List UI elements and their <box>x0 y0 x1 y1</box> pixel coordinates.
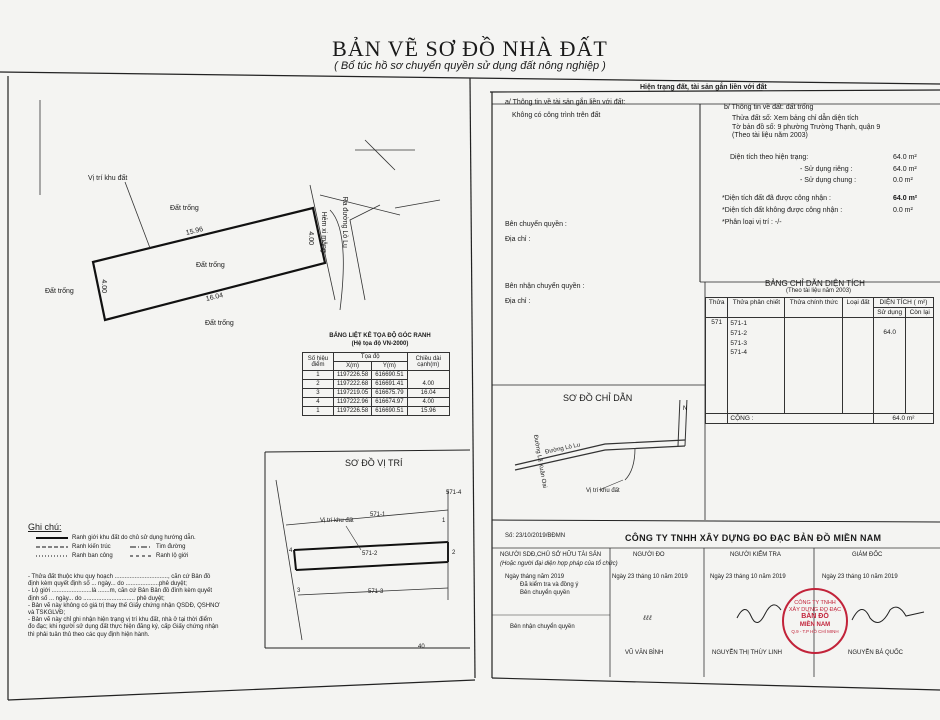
owner-title: NGƯỜI SDĐ,CHỦ SỞ HỮU TÀI SẢN <box>500 552 602 558</box>
owner-note: (Hoặc người đại diện hợp pháp của tổ chức) <box>500 561 618 567</box>
area-value: 64.0 m² <box>893 154 917 161</box>
corner-1: 1 <box>442 518 446 524</box>
unrecognized-value: 0.0 m² <box>893 207 913 214</box>
drafter-name: VŨ VĂN BÌNH <box>625 650 664 656</box>
land-plot-map <box>20 100 470 360</box>
lot-number: Thửa đất số: Xem bảng chỉ dẫn diện tích <box>732 115 859 123</box>
company-name: CÔNG TY TNHH XÂY DỰNG ĐO ĐẠC BẢN ĐỒ MIỀN NAM <box>625 533 882 543</box>
position-loc-label: Vị trí khu đất <box>320 518 354 524</box>
receiver-address: Địa chỉ : <box>505 298 531 305</box>
map-sheet: Tờ bản đồ số: 9 phường Trường Thạnh, quận 9 <box>732 123 881 131</box>
director-name: NGUYỄN BÁ QUỐC <box>848 650 904 656</box>
company-stamp: CÔNG TY TNHH XÂY DỰNG ĐO ĐẠC BẢN ĐỒ MIỀN NAM Q.9 - T.P HỒ CHÍ MINH <box>782 588 848 654</box>
svg-text:N: N <box>683 406 688 412</box>
private-label: - Sử dụng riêng : <box>800 166 853 173</box>
col-area: DIỆN TÍCH ( m²) <box>873 298 933 308</box>
guide-map <box>495 400 700 515</box>
guide-road: Đường Lò Lu <box>544 442 581 456</box>
table-row: 1 1197226.58 616690.51 15.96 <box>303 407 450 416</box>
page-subtitle: ( Bổ túc hồ sơ chuyển quyền sử dụng đất nông nghiệp ) <box>334 60 606 72</box>
coord-table <box>302 352 450 416</box>
col-sublot: Thửa phân chiết <box>728 298 785 318</box>
a-value: Không có công trình trên đất <box>512 112 601 119</box>
guide-road-2: Đường Lã Xuân Oai <box>531 434 548 489</box>
ref-number: Số: 23/10/2019/BĐMN <box>505 533 566 539</box>
guide-map-title: SƠ ĐỒ CHỈ DẪN <box>563 393 633 403</box>
col-y: Y(m) <box>372 362 407 371</box>
scale-number: 40 <box>418 644 425 650</box>
dim-bottom: 16.04 <box>205 292 224 303</box>
checker-name: NGUYỄN THỊ THÙY LINH <box>712 650 783 656</box>
drafter-title: NGƯỜI ĐO <box>633 552 665 558</box>
checker-title: NGƯỜI KIỂM TRA <box>730 552 781 558</box>
page-title: BẢN VẼ SƠ ĐỒ NHÀ ĐẤT <box>332 36 608 61</box>
alley-label: Hẻm xi măng <box>319 211 327 253</box>
doc-year: (Theo tài liệu năm 2003) <box>732 132 808 140</box>
drafter-signature: ℓℓℓ <box>643 614 652 622</box>
a-title: a/ Thông tin về tài sản gắn liền với đất: <box>505 99 626 106</box>
col-landtype: Loại đất <box>843 298 874 318</box>
lot-571-3: 571-3 <box>368 589 384 595</box>
legend-boundary: Ranh giới khu đất do chủ sử dụng hướng dẫn. <box>72 535 196 541</box>
col-x: X(m) <box>333 362 371 371</box>
unrecognized-label: *Diện tích đất không được công nhận : <box>722 207 843 214</box>
owner-sub1: Đã kiểm tra và đồng ý <box>520 582 579 588</box>
position-map <box>266 470 470 648</box>
land-info <box>724 104 929 141</box>
director-signature <box>850 600 930 630</box>
shared-label: - Sử dụng chung : <box>800 177 857 184</box>
table-row: CỘNG : 64.0 m² <box>706 414 934 424</box>
col-lot: Thửa <box>706 298 728 318</box>
empty-lot-bottom: Đất trống <box>205 320 234 327</box>
legend-road-limit: Ranh lộ giới <box>156 553 189 559</box>
b-title: b/ Thông tin về đất: đất trống <box>724 104 814 111</box>
position-class: *Phân loại vị trí : -/- <box>722 219 782 226</box>
legend-balcony: Ranh ban công <box>72 553 113 559</box>
coord-table-subtitle: (Hệ tọa độ VN-2000) <box>351 341 409 347</box>
area-label: Diện tích theo hiện trạng: <box>730 154 809 161</box>
table-row: 571 571-1 571-2 571-3 571-4 64.0 <box>706 318 934 414</box>
road-label: Ra đường Lò Lu <box>340 196 348 248</box>
coord-table-title: BẢNG LIỆT KÊ TỌA ĐỘ GÓC RANH <box>329 333 431 339</box>
empty-lot-left: Đất trống <box>45 288 74 295</box>
lot-center-label: Đất trống <box>196 262 225 269</box>
recognized-label: *Diện tích đất đã được công nhận : <box>722 195 831 202</box>
guide-loc: Vị trí khu đất <box>586 488 620 494</box>
legend-road-center: Tim đường <box>156 544 186 550</box>
owner-date: Ngày tháng năm 2019 <box>505 574 565 580</box>
checker-signature <box>735 600 785 630</box>
recognized-value: 64.0 m² <box>893 195 918 202</box>
col-coord: Tọa độ <box>333 353 407 362</box>
private-value: 64.0 m² <box>893 166 917 173</box>
col-point: Số hiệu điểm <box>303 353 334 371</box>
corner-2: 2 <box>452 550 456 556</box>
area-table-subtitle: (Theo tài liệu năm 2003) <box>786 288 852 294</box>
area-table-title: BẢNG CHỈ DẪN DIỆN TÍCH <box>765 279 865 288</box>
lot-571-4: 571-4 <box>446 490 462 496</box>
corner-3: 3 <box>297 588 301 594</box>
lot-571-2: 571-2 <box>362 551 378 557</box>
table-row: 3 1197219.05 616675.79 16.04 <box>303 389 450 398</box>
area-table <box>705 297 934 424</box>
col-remaining: Còn lại <box>906 308 934 318</box>
director-title: GIÁM ĐỐC <box>852 552 883 558</box>
shared-value: 0.0 m² <box>893 177 913 184</box>
col-used: Sử dụng <box>873 308 906 318</box>
transferor-label: Bên chuyển quyền : <box>505 221 567 228</box>
notes-title: Ghi chú: <box>28 522 62 532</box>
table-row: 2 1197222.68 616691.41 <box>303 380 450 389</box>
col-official: Thửa chính thức <box>785 298 843 318</box>
drafter-date: Ngày 23 tháng 10 năm 2019 <box>612 574 688 580</box>
position-map-title: SƠ ĐỒ VỊ TRÍ <box>345 458 403 468</box>
lot-571-1: 571-1 <box>370 512 386 518</box>
receiver-label: Bên nhận chuyển quyền : <box>505 283 585 290</box>
dim-right: 4.00 <box>307 231 315 246</box>
checker-date: Ngày 23 tháng 10 năm 2019 <box>710 574 786 580</box>
corner-4: 4 <box>289 548 293 554</box>
location-label: Vị trí khu đất <box>88 175 128 182</box>
table-row: 4 1197222.96 616674.97 4.00 <box>303 398 450 407</box>
col-length: Chiều dài cạnh(m) <box>407 353 449 371</box>
director-date: Ngày 23 tháng 10 năm 2019 <box>822 574 898 580</box>
table-row: 1 1197226.58 616690.51 4.00 <box>303 371 450 380</box>
dim-left: 4.00 <box>100 279 108 294</box>
right-heading: Hiện trạng đất, tài sản gắn liền với đất <box>640 84 767 91</box>
dim-top: 15.96 <box>185 226 204 237</box>
owner-sub2: Bên chuyển quyền <box>520 590 570 596</box>
empty-lot-top: Đất trống <box>170 205 199 212</box>
legend-architecture: Ranh kiến trúc <box>72 544 111 550</box>
receiver-sign: Bên nhận chuyển quyền <box>510 624 575 630</box>
notes-body: - Thửa đất thuộc khu quy hoạch ................................, căn cứ Bản đồ định kèm quyết định số ... ngày... do ....................phê duyệt; - Lộ giới ........................là .......m, căn cứ Bản Bản đồ đính kèm quyết định số ... ngày... do ............................... phê duyệt; - Bản vẽ này không có giá trị thay thế Giấy chứng nhận QSDĐ, QSHNƠ và TSKGLVĐ; - Bản vẽ này chỉ ghi nhận hiện trạng vị trí khu đất, nhà ở tại thời điểm đo đạc; khi người sử dụng đất thực hiện đăng ký, cấp Giấy chứng nhận thì phải tuân thủ theo các quy định hiện hành. <box>28 574 220 638</box>
transferor-address: Địa chỉ : <box>505 236 531 243</box>
